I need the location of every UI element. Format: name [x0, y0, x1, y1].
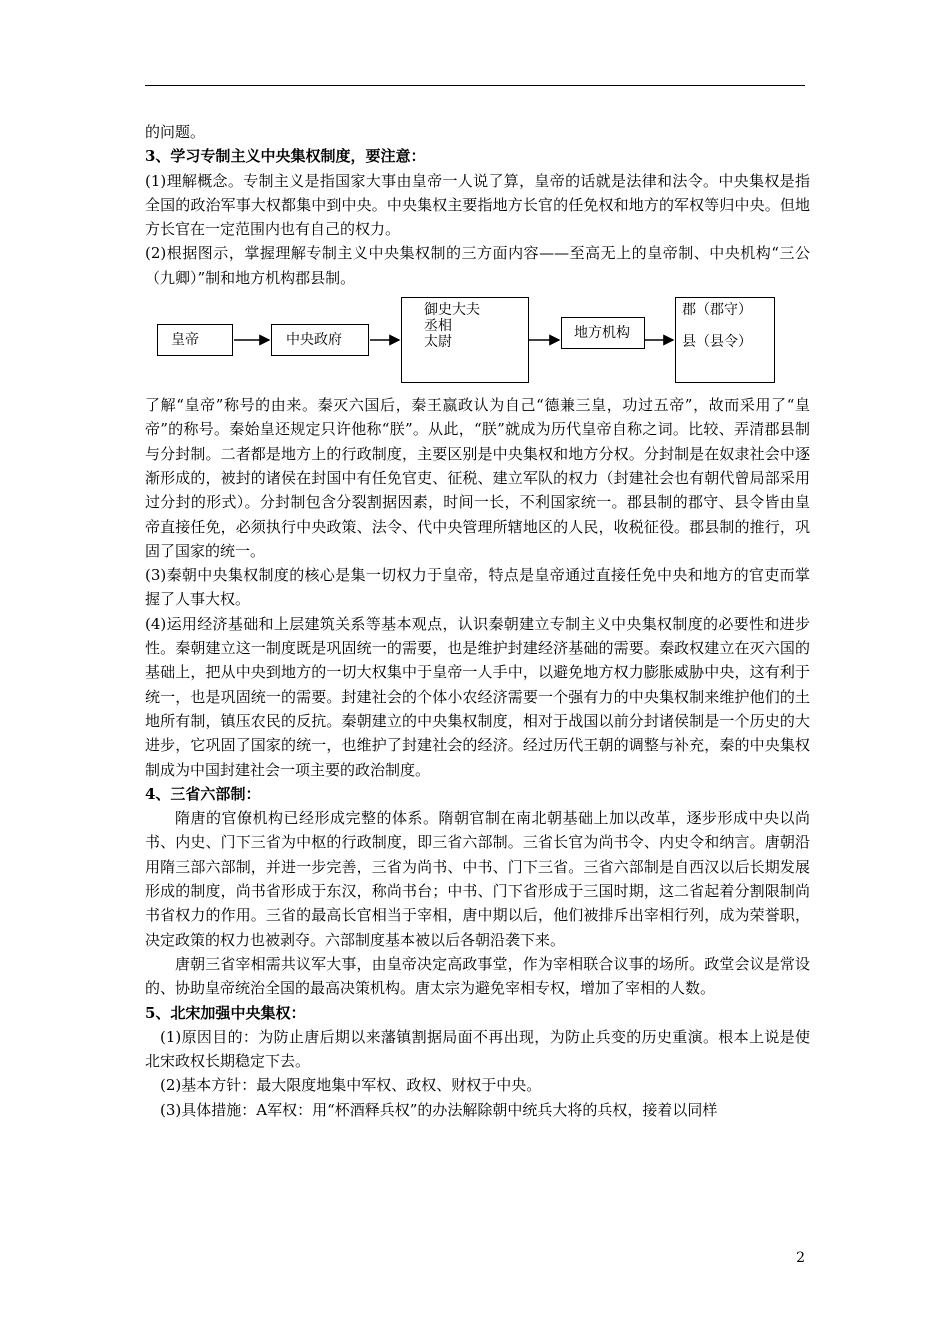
prefecture-county-box [675, 297, 775, 383]
section-3-heading: 3、学习专制主义中央集权制度，要注意： [145, 147, 426, 166]
emperor-box [157, 324, 233, 356]
section-3-paragraph-1: (1)理解概念。专制主义是指国家大事由皇帝一人说了算，皇帝的话就是法律和法令。中央集权是指全国的政治军事大权都集中到中央。中央集权主要指地方长官的任免权和地方的军权等归中央。但地方长官在一定范围内也有自己的权力。 [145, 171, 810, 239]
section-3-paragraph-2: (2)根据图示，掌握理解专制主义中央集权制的三方面内容——至高无上的皇帝制、中央机构“三公（九卿）”制和地方机构郡县制。 [145, 244, 810, 287]
section-3-paragraph-3: 了解“皇帝”称号的由来。秦灭六国后，秦王嬴政认为自己“德兼三皇，功过五帝”，故而采用了“皇帝”的称号。秦始皇还规定只许他称“朕”。从此，“朕”就成为历代皇帝自称之词。比较、弄清郡县制与分封制。二者都是地方上的行政制度，主要区别是中央集权和地方分权。分封制是在奴隶社会中逐渐形成的，被封的诸侯在封国中有任免官吏、征税、建立军队的权力（封建社会也有朝代曾局部采用过分封的形式）。分封制包含分裂割据因素，时间一长，不利国家统一。郡县制的郡守、县令皆由皇帝直接任免，必须执行中央政策、法令、代中央管理所辖地区的人民，收税征役。郡县制的推行，巩固了国家的统一。 [145, 396, 810, 560]
county-label: 县（县令） [682, 334, 752, 351]
official-chancellor: 丞相 [424, 318, 452, 335]
section-3-paragraph-5: (4)运用经济基础和上层建筑关系等基本观点，认识秦朝建立专制主义中央集权制度的必要性和进步性。秦朝建立这一制度既是巩固统一的需要，也是维护封建经济基础的需要。秦政权建立在灭六国的基础上，把从中央到地方的一切大权集中于皇帝一人手中，以避免地方权力膨胀威胁中央，这有利于统一，也是巩固统一的需要。封建社会的个体小农经济需要一个强有力的中央集权制来维护他们的土地所有制，镇压农民的反抗。秦朝建立的中央集权制度，相对于战国以前分封诸侯制是一个历史的大进步，它巩固了国家的统一，也维护了封建社会的经济。经过历代王朝的调整与补充，秦的中央集权制成为中国封建社会一项主要的政治制度。 [145, 614, 810, 779]
central-officials-box [401, 297, 529, 383]
section-5-heading: 5、北宋加强中央集权： [145, 1003, 306, 1022]
prefecture-label: 郡（郡守） [682, 302, 752, 319]
official-censor: 御史大夫 [424, 302, 480, 319]
section-5-paragraph-3: (3)具体措施：A军权：用“杯酒释兵权”的办法解除朝中统兵大将的兵权，接着以同样 [160, 1100, 718, 1119]
page-number: 2 [796, 1250, 805, 1266]
section-4-paragraph-1: 隋唐的官僚机构已经形成完整的体系。隋朝官制在南北朝基础上加以改革，逐步形成中央以尚书、内史、门下三省为中枢的行政制度，即三省六部制。三省长官为尚书令、内史令和纳言。唐朝沿用隋三部六部制，并进一步完善，三省为尚书、中书、门下三省。三省六部制是自西汉以后长期发展形成的制度，尚书省形成于东汉，称尚书台；中书、门下省形成于三国时期，这二省起着分割限制尚书省权力的作用。三省的最高长官相当于宰相，唐中期以后，他们被排斥出宰相行列，成为荣誉职，决定政策的权力也被剥夺。六部制度基本被以后各朝沿袭下来。 [145, 809, 810, 949]
local-government-box [561, 317, 645, 349]
paragraph-continuation: 的问题。 [145, 123, 206, 141]
section-3-paragraph-4: (3)秦朝中央集权制度的核心是集一切权力于皇帝，特点是皇帝通过直接任免中央和地方的官吏而掌握了人事大权。 [145, 566, 810, 609]
section-4-paragraph-2: 唐朝三省宰相需共议军大事，由皇帝决定高政事堂，作为宰相联合议事的场所。政堂会议是常设的、协助皇帝统治全国的最高决策机构。唐太宗为避免宰相专权，增加了宰相的人数。 [145, 954, 810, 998]
section-4-heading: 4、三省六部制： [145, 784, 261, 803]
centralization-diagram [145, 297, 810, 389]
emperor-label: 皇帝 [171, 332, 199, 349]
official-grand-commandant: 太尉 [424, 334, 452, 351]
section-5-paragraph-1: (1)原因目的：为防止唐后期以来藩镇割据局面不再出现，为防止兵变的历史重演。根本上说是使北宋政权长期稳定下去。 [145, 1027, 810, 1071]
header-rule [145, 85, 805, 86]
central-government-label: 中央政府 [286, 332, 342, 349]
central-government-box [271, 324, 369, 356]
local-government-label: 地方机构 [574, 325, 630, 342]
document-body [145, 120, 810, 1122]
section-5-paragraph-2: (2)基本方针：最大限度地集中军权、政权、财权于中央。 [160, 1076, 542, 1095]
